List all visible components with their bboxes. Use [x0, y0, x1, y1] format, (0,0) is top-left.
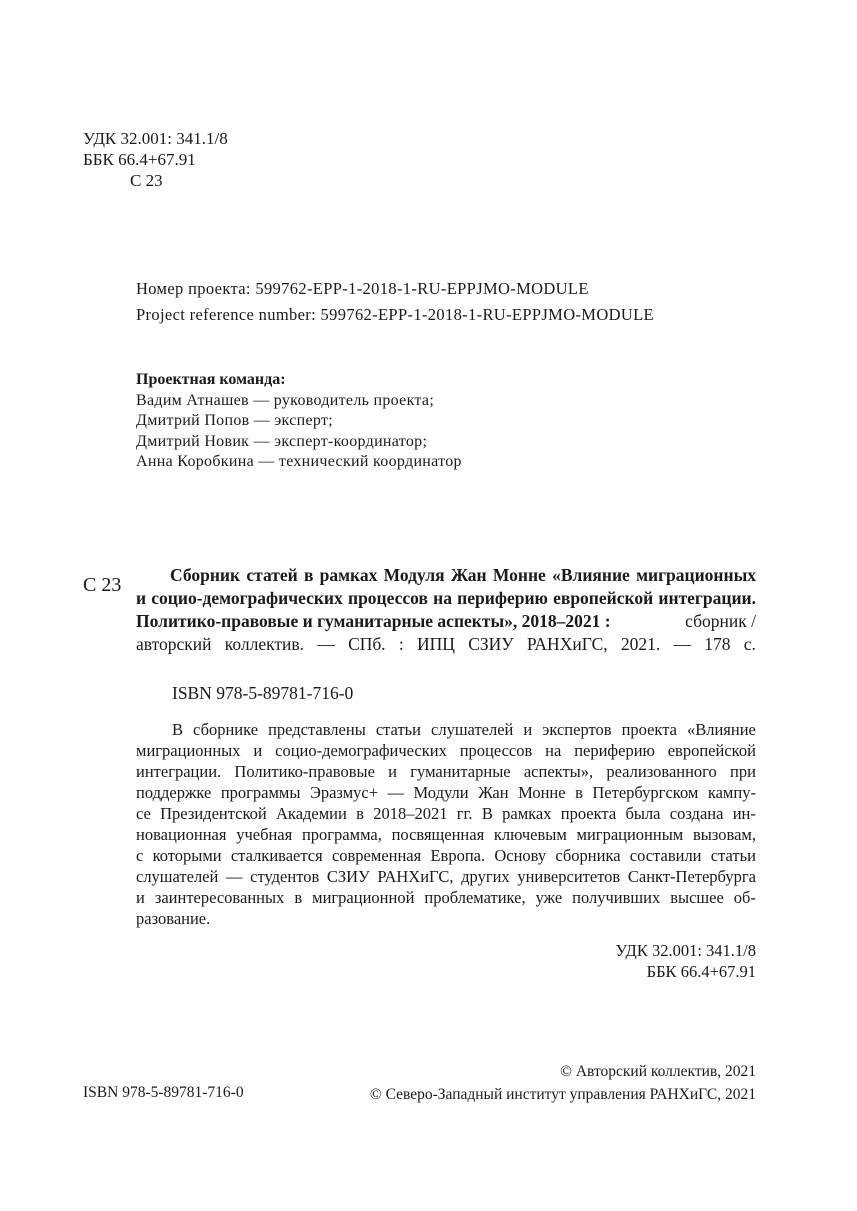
annotation-word: Основу — [494, 846, 547, 865]
annotation-word: гг. — [456, 804, 473, 823]
annotation-line — [136, 740, 756, 761]
annotation-word: Политико-правовые — [234, 762, 375, 781]
annotation-word: реализованного — [606, 762, 717, 781]
annotation-line — [136, 782, 756, 803]
card-title-line: Сборник статей в рамках Модуля Жан Монне «Влияние миграционных — [170, 565, 756, 585]
library-card — [136, 564, 756, 656]
annotation-word: — — [387, 783, 405, 802]
annotation-word: и — [523, 720, 533, 739]
classification-codes-right — [616, 940, 756, 982]
footer-isbn: ISBN 978-5-89781-716-0 — [83, 1084, 244, 1101]
annotation-word: Модули — [413, 783, 469, 802]
annotation-word: В — [172, 720, 184, 739]
annotation-word: социо-демографических — [275, 741, 447, 760]
annotation-word: современная — [331, 846, 422, 865]
annotation-word: заинтересованных — [154, 888, 285, 907]
annotation-word: — — [225, 867, 243, 886]
team-member: Дмитрий Новик — эксперт-координатор; — [136, 432, 428, 450]
annotation-word: Европа. — [430, 846, 486, 865]
card-title-line — [136, 610, 756, 633]
project-number-ru: Номер проекта: 599762-EPP-1-2018-1-RU-EPPJMO-MODULE — [136, 279, 589, 298]
annotation-word: посвященная — [391, 825, 485, 844]
annotation-word: университетов — [517, 867, 621, 886]
project-team — [136, 370, 462, 473]
annotation-word: «Влияние — [686, 720, 756, 739]
annotation — [136, 719, 756, 929]
annotation-word: аспекты», — [523, 762, 594, 781]
annotation-word: на — [545, 741, 562, 760]
team-member: Анна Коробкина — технический координатор — [136, 453, 462, 470]
annotation-word: европейской — [667, 741, 756, 760]
imprint-word: 178 — [704, 634, 731, 654]
annotation-word: В — [481, 804, 493, 823]
annotation-word: с — [136, 846, 144, 865]
annotation-word: в — [575, 783, 583, 802]
card-type: сборник / — [685, 611, 756, 631]
annotation-word: ин- — [732, 804, 756, 823]
annotation-line — [136, 803, 756, 824]
annotation-word: получивших — [572, 888, 661, 907]
team-member: Дмитрий Попов — эксперт; — [136, 412, 334, 429]
annotation-word: создана — [669, 804, 724, 823]
annotation-word: сборнике — [193, 720, 259, 739]
annotation-word: Эразмус+ — [309, 783, 379, 802]
annotation-word: экспертов — [542, 720, 612, 739]
annotation-word: программа, — [301, 825, 382, 844]
annotation-word: при — [730, 762, 756, 781]
annotation-word: статьи — [710, 846, 756, 865]
udk-code-right: УДК 32.001: 341.1/8 — [615, 941, 756, 960]
annotation-word: Жан — [478, 783, 509, 802]
annotation-word: проекта — [621, 720, 677, 739]
project-number-en: Project reference number: 599762-EPP-1-2018-1-RU-EPPJMO-MODULE — [136, 305, 654, 324]
annotation-word: уже — [535, 888, 563, 907]
team-member: Вадим Атнашев — руководитель проекта; — [136, 391, 435, 409]
imprint-word: авторский — [136, 634, 212, 654]
annotation-word: ключевым — [493, 825, 567, 844]
annotation-word: была — [625, 804, 661, 823]
annotation-line — [136, 845, 756, 866]
imprint-word: — — [317, 634, 335, 654]
annotation-word: рамках — [502, 804, 552, 823]
annotation-word: Академии — [276, 804, 347, 823]
imprint-word: коллектив. — [224, 634, 305, 654]
annotation-word: в — [294, 888, 303, 907]
annotation-word: 2018–2021 — [373, 804, 448, 823]
annotation-word: об- — [733, 888, 756, 907]
annotation-word: которыми — [152, 846, 222, 865]
annotation-word: новационная — [136, 825, 227, 844]
imprint-word: 2021. — [620, 634, 661, 654]
card-isbn: ISBN 978-5-89781-716-0 — [172, 683, 354, 703]
annotation-word: сборника — [555, 846, 621, 865]
classification-codes — [83, 128, 228, 191]
annotation-word: в — [356, 804, 364, 823]
annotation-word: составили — [629, 846, 702, 865]
bbk-code: ББК 66.4+67.91 — [83, 150, 196, 169]
annotation-line — [136, 719, 756, 740]
annotation-word: студентов — [250, 867, 320, 886]
annotation-word: учебная — [236, 825, 293, 844]
annotation-word: миграционной — [312, 888, 415, 907]
annotation-line — [136, 887, 756, 908]
copyright-authors: © Авторский коллектив, 2021 — [560, 1063, 756, 1080]
imprint-word: СЗИУ — [468, 634, 514, 654]
copyright-block — [370, 1060, 756, 1106]
team-heading: Проектная команда: — [136, 371, 286, 388]
annotation-word: периферию — [574, 741, 655, 760]
annotation-word: миграционных — [136, 741, 241, 760]
udk-code: УДК 32.001: 341.1/8 — [83, 129, 228, 148]
annotation-word: проекта — [560, 804, 617, 823]
imprint-word: с. — [743, 634, 756, 654]
card-author-mark: С 23 — [83, 574, 122, 596]
card-title-end: Политико-правовые и гуманитарные аспекты», 2018–2021 : — [136, 611, 611, 631]
annotation-word: статьи — [375, 720, 422, 739]
card-title-line: и социо-демографических процессов на периферию европейской интеграции. — [136, 588, 756, 608]
annotation-word: слушателей — [431, 720, 514, 739]
annotation-word: Президентской — [160, 804, 267, 823]
imprint-word: СПб. — [348, 634, 386, 654]
bbk-code-right: ББК 66.4+67.91 — [646, 962, 756, 981]
annotation-word: и — [388, 762, 398, 781]
annotation-word: и — [253, 741, 263, 760]
annotation-word: и — [136, 888, 145, 907]
imprint-word: : — [398, 634, 404, 654]
annotation-word: проблематике, — [424, 888, 526, 907]
annotation-word: гуманитарные — [410, 762, 511, 781]
imprint-word: РАНХиГС, — [526, 634, 608, 654]
annotation-word: других — [461, 867, 510, 886]
annotation-word: кампу- — [707, 783, 756, 802]
annotation-word: се — [136, 804, 151, 823]
annotation-word: вызовам, — [692, 825, 756, 844]
imprint-word: — — [673, 634, 692, 654]
annotation-word: Петербургском — [592, 783, 699, 802]
annotation-word: поддержке — [136, 783, 212, 802]
annotation-word: программы — [220, 783, 301, 802]
annotation-word: интеграции. — [136, 762, 222, 781]
annotation-line — [136, 866, 756, 887]
annotation-word: сталкивается — [230, 846, 323, 865]
card-imprint-line — [136, 633, 756, 656]
annotation-word: Монне — [518, 783, 566, 802]
annotation-word: РАНХиГС, — [377, 867, 454, 886]
annotation-line — [136, 761, 756, 782]
annotation-word: слушателей — [136, 867, 219, 886]
annotation-line — [136, 824, 756, 845]
annotation-line: разование. — [136, 909, 211, 928]
project-reference — [136, 276, 654, 328]
annotation-word: процессов — [459, 741, 533, 760]
copyright-institute: © Северо-Западный институт управления РАНХиГС, 2021 — [369, 1086, 756, 1103]
annotation-word: высшее — [670, 888, 724, 907]
annotation-word: СЗИУ — [326, 867, 370, 886]
imprint-word: ИПЦ — [417, 634, 455, 654]
annotation-word: миграционным — [576, 825, 684, 844]
author-mark: С 23 — [130, 171, 163, 190]
annotation-word: представлены — [268, 720, 366, 739]
annotation-word: Санкт-Петербурга — [627, 867, 756, 886]
